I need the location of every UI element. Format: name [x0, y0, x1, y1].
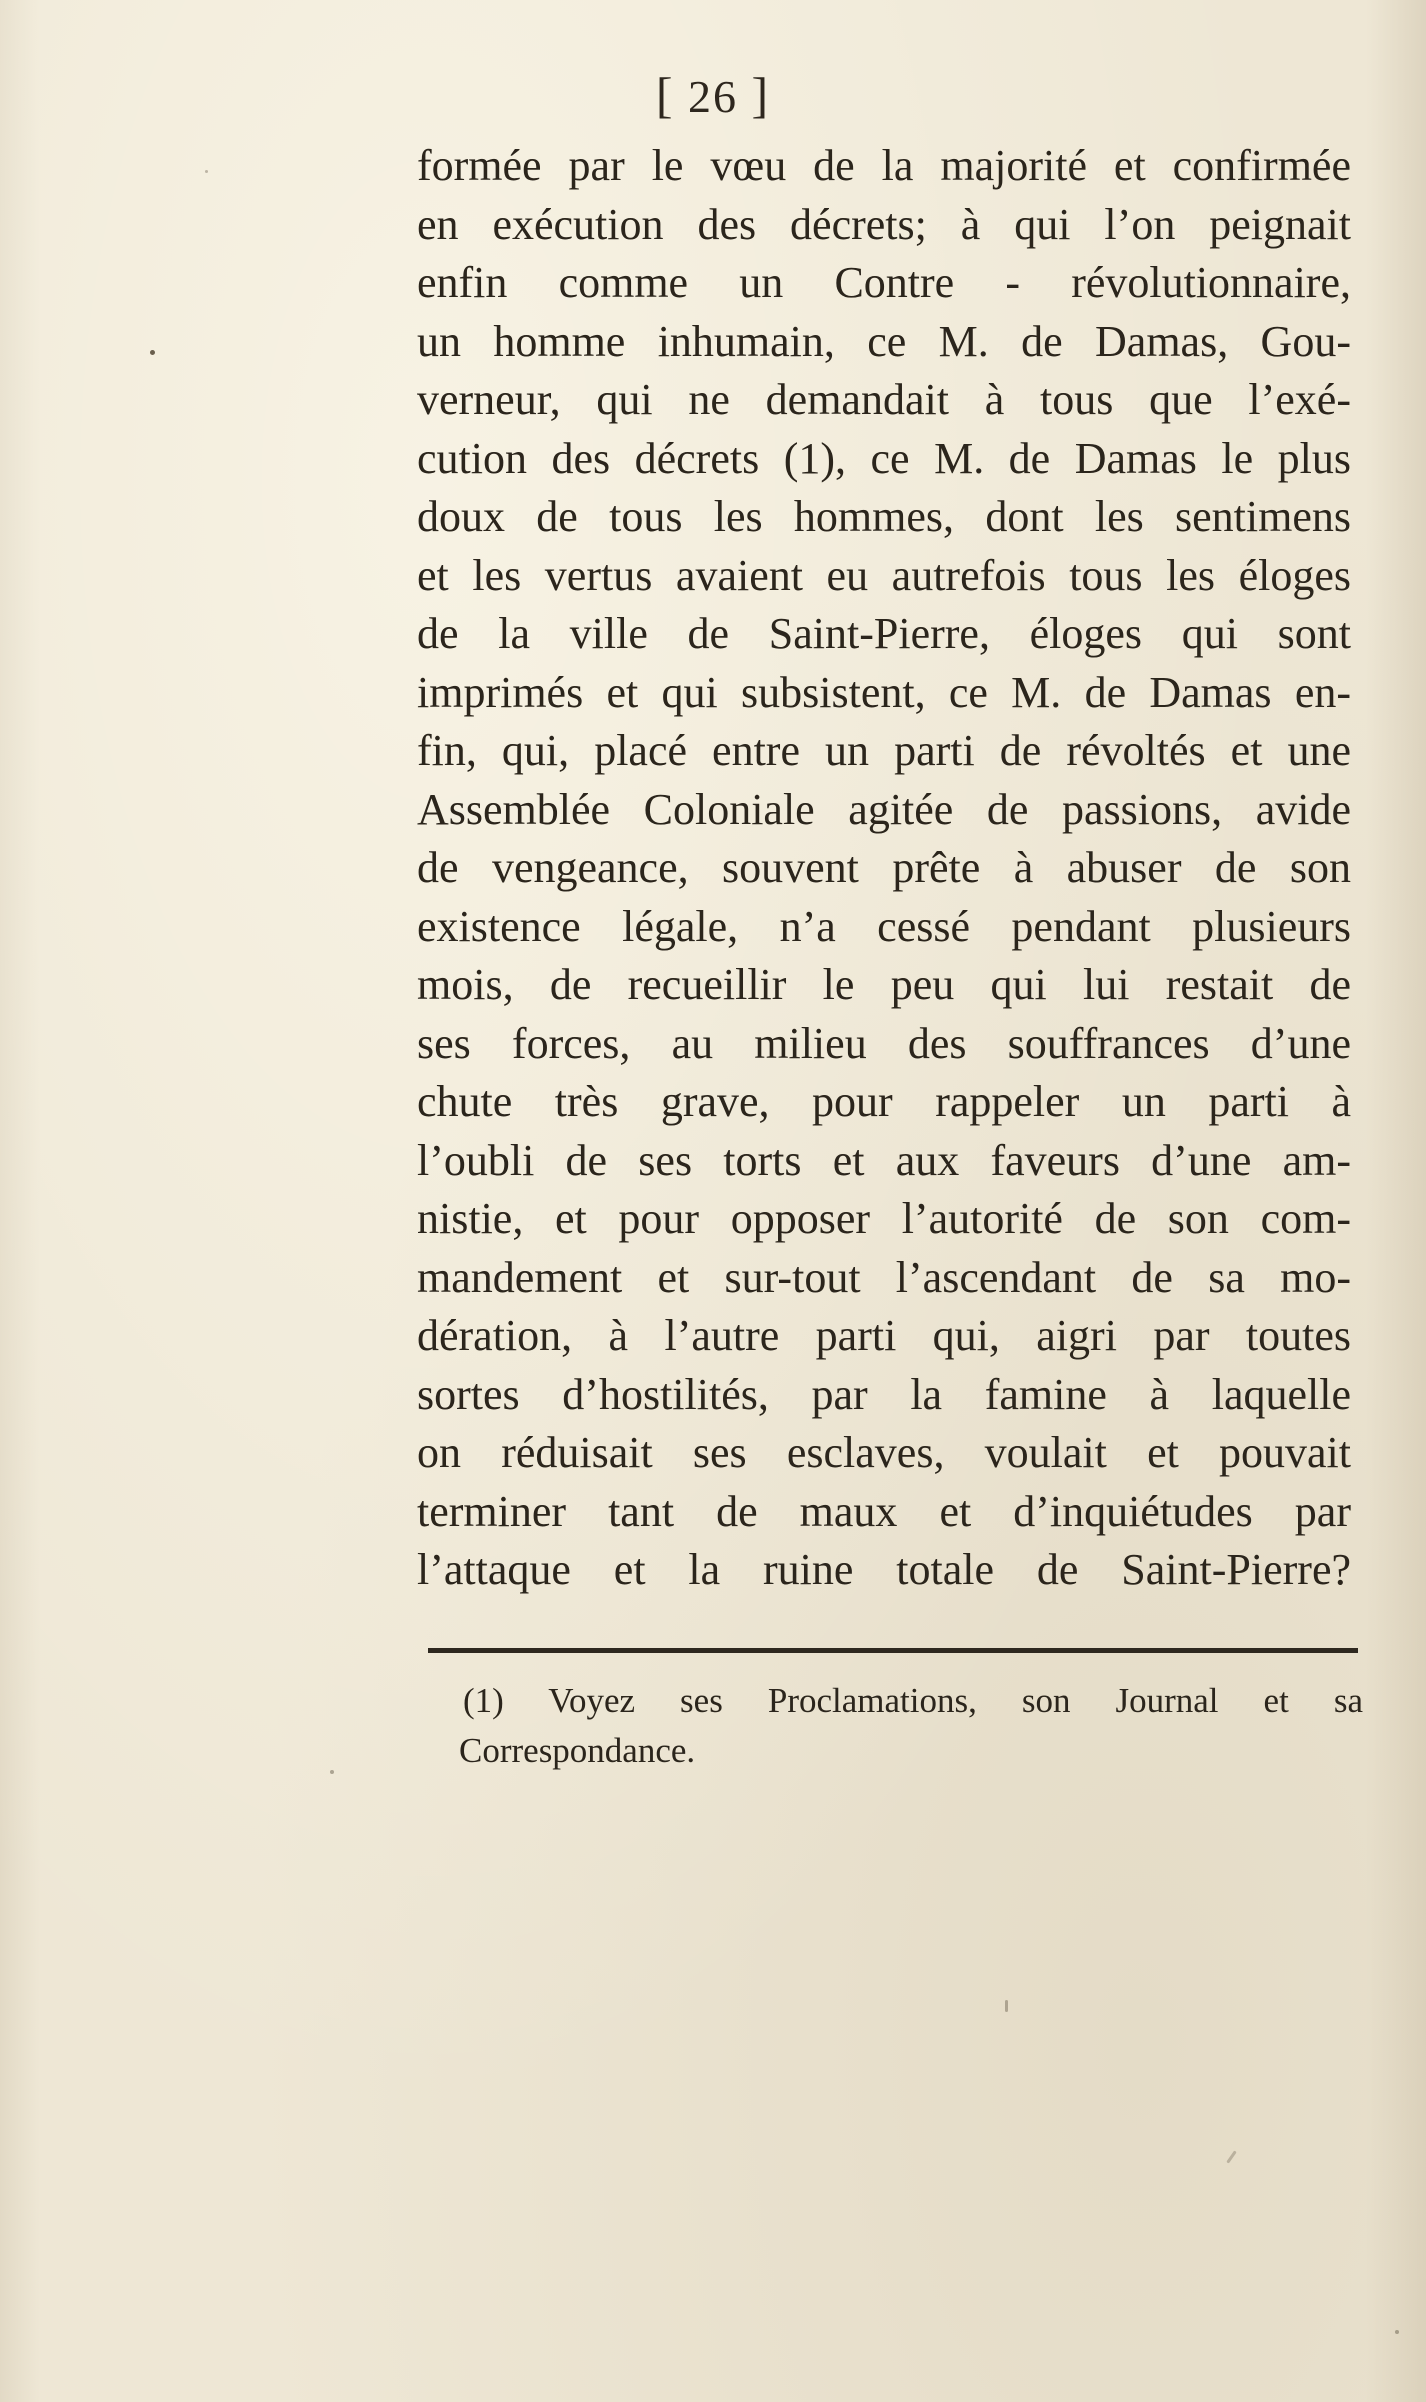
- text-line: Assemblée Coloniale agitée de passions, avide: [417, 784, 1351, 834]
- text-line: l’attaque et la ruine totale de Saint-Pierre?: [417, 1545, 1351, 1594]
- text-line: verneur, qui ne demandait à tous que l’exé-: [417, 375, 1351, 424]
- text-line: mandement et sur-tout l’ascendant de sa mo-: [417, 1252, 1351, 1302]
- text-line: chute très grave, pour rappeler un parti à: [417, 1077, 1351, 1126]
- page-number: [0, 66, 1426, 124]
- text-line: et les vertus avaient eu autrefois tous les éloges: [417, 550, 1351, 600]
- text-line: nistie, et pour opposer l’autorité de son com-: [417, 1194, 1351, 1243]
- text-line: de vengeance, souvent prête à abuser de son: [417, 843, 1351, 892]
- text-line: en exécution des décrets; à qui l’on peignait: [417, 199, 1351, 249]
- text-line: doux de tous les hommes, dont les sentimens: [417, 492, 1351, 541]
- text-line: ses forces, au milieu des souffrances d’une: [417, 1018, 1351, 1068]
- paper-speck: [150, 350, 155, 355]
- paper-speck: [1395, 2330, 1399, 2334]
- text-line: de la ville de Saint-Pierre, éloges qui sont: [417, 609, 1351, 658]
- text-line: sortes d’hostilités, par la famine à laquelle: [417, 1369, 1351, 1419]
- text-line: un homme inhumain, ce M. de Damas, Gou-: [417, 316, 1351, 366]
- text-line: terminer tant de maux et d’inquiétudes par: [417, 1486, 1351, 1536]
- text-line: cution des décrets (1), ce M. de Damas le plus: [417, 433, 1351, 483]
- text-line: imprimés et qui subsistent, ce M. de Damas en-: [417, 667, 1351, 717]
- text-line: l’oubli de ses torts et aux faveurs d’une am-: [417, 1135, 1351, 1185]
- paper-speck: [205, 170, 208, 173]
- paper-speck: [1226, 2150, 1236, 2163]
- body-text: [417, 137, 1351, 1600]
- footnote: [459, 1676, 1363, 1776]
- page-number-close-bracket: ]: [751, 67, 771, 123]
- paper-speck: [1005, 2000, 1008, 2012]
- text-line: formée par le vœu de la majorité et confirmée: [417, 141, 1351, 190]
- footnote-line: Correspondance.: [459, 1731, 696, 1770]
- text-line: fin, qui, placé entre un parti de révoltés et une: [417, 726, 1351, 775]
- footnote-line: (1) Voyez ses Proclamations, son Journal et sa: [463, 1681, 1363, 1720]
- page-number-value: 26: [688, 71, 738, 122]
- paper-speck: [330, 1770, 334, 1774]
- text-line: enfin comme un Contre - révolutionnaire,: [417, 258, 1351, 307]
- text-line: on réduisait ses esclaves, voulait et pouvait: [417, 1428, 1351, 1477]
- text-line: mois, de recueillir le peu qui lui restait de: [417, 960, 1351, 1009]
- page-number-open-bracket: [: [655, 67, 675, 123]
- footnote-divider: [428, 1648, 1358, 1653]
- text-line: dération, à l’autre parti qui, aigri par toutes: [417, 1311, 1351, 1360]
- text-line: existence légale, n’a cessé pendant plusieurs: [417, 901, 1351, 951]
